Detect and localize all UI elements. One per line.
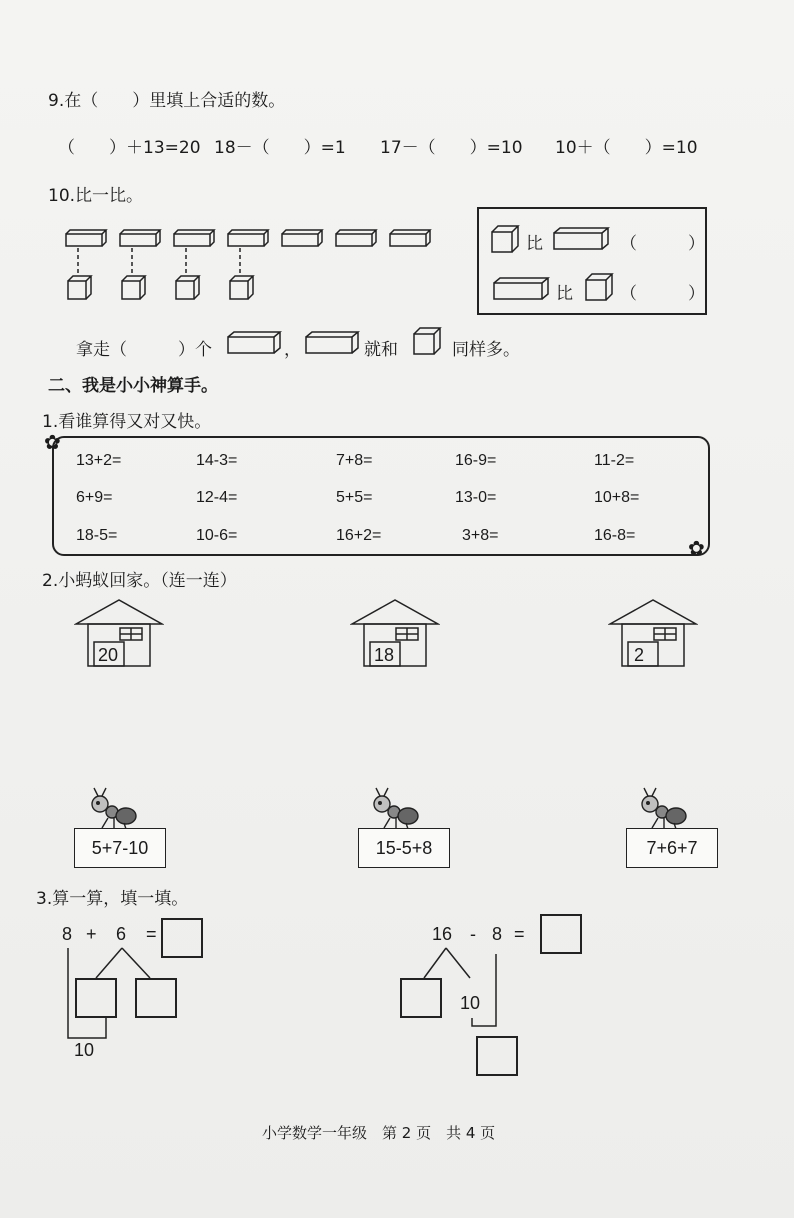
ant-icon [636, 786, 688, 830]
house-number: 2 [634, 645, 645, 665]
ten-label: 10 [460, 993, 481, 1013]
compare2-word: 比 [556, 284, 573, 304]
q1-title: 1.看谁算得又对又快。 [42, 412, 212, 432]
q9-item-3: 17－（ ）=10 [380, 138, 523, 158]
calc-item: 16-9= [455, 452, 497, 469]
ten-label: 10 [74, 1040, 95, 1060]
calc-item: 6+9= [76, 489, 113, 506]
answer-box[interactable] [75, 978, 117, 1018]
q9-title: 9.在（ ）里填上合适的数。 [48, 91, 286, 111]
dashed-connectors [78, 248, 240, 274]
q10-block-rows [60, 222, 450, 304]
q9-item-4: 10＋（ ）=10 [555, 138, 698, 158]
calc-item: 7+8= [336, 452, 373, 469]
answer-box[interactable] [540, 914, 582, 954]
long-block-icon [304, 330, 360, 356]
answer-box[interactable] [476, 1036, 518, 1076]
ant-icon [368, 786, 420, 830]
house-icon [608, 598, 698, 668]
calc-item: 18-5= [76, 527, 118, 544]
calc-item: 12-4= [196, 489, 238, 506]
q2-title: 2.小蚂蚁回家。（连一连） [42, 571, 237, 591]
addend-b: 6 [116, 924, 127, 944]
section-2-title: 二、我是小小神算手。 [48, 376, 218, 396]
addend-a: 8 [62, 924, 73, 944]
q9-item-2: 18－（ ）=1 [214, 138, 346, 158]
take-text-a: 拿走（ ）个 [76, 340, 212, 360]
calc-item: 11-2= [594, 452, 635, 469]
house-number: 18 [374, 645, 395, 665]
calc-item: 5+5= [336, 489, 373, 506]
cube-icon [412, 326, 442, 356]
operator: + [86, 924, 97, 944]
calc-item: 13+2= [76, 452, 122, 469]
q9-item-1: （ ）＋13=20 [58, 138, 201, 158]
calc-item: 16+2= [336, 527, 382, 544]
operator: - [470, 924, 476, 944]
house-icon [350, 598, 440, 668]
house-icon [74, 598, 164, 668]
ant-icon [86, 786, 138, 830]
q10-title: 10.比一比。 [48, 186, 144, 206]
ant-expression-card: 15-5+8 [358, 828, 450, 868]
flower-icon: ✿ [688, 536, 705, 560]
equals-sign: = [514, 924, 525, 944]
calc-item: 14-3= [196, 452, 238, 469]
take-text-b: ， [284, 340, 301, 360]
compare1-blank: （ ） [620, 234, 705, 254]
flower-icon: ✿ [44, 430, 61, 454]
long-block-icon [226, 330, 282, 356]
calc-item: 3+8= [462, 527, 499, 544]
equals-sign: = [146, 924, 157, 944]
house-number: 20 [98, 645, 119, 665]
cube-icon [68, 276, 253, 299]
minuend: 16 [432, 924, 453, 944]
ant-expression-card: 5+7-10 [74, 828, 166, 868]
ant-expression-card: 7+6+7 [626, 828, 718, 868]
answer-box[interactable] [135, 978, 177, 1018]
subtrahend: 8 [492, 924, 503, 944]
calc-item: 10-6= [196, 527, 238, 544]
cube-icon [584, 272, 614, 302]
compare1-word: 比 [526, 234, 543, 254]
answer-box[interactable] [400, 978, 442, 1018]
long-block-icon [492, 276, 550, 302]
long-block-icon [552, 226, 610, 252]
long-block-icon [66, 230, 430, 246]
take-text-d: 同样多。 [452, 340, 520, 360]
take-text-c: 就和 [364, 340, 398, 360]
calc-item: 10+8= [594, 489, 640, 506]
calc-item: 13-0= [455, 489, 497, 506]
compare2-blank: （ ） [620, 284, 705, 304]
cube-icon [490, 224, 520, 254]
calc-item: 16-8= [594, 527, 636, 544]
q3-title: 3.算一算，填一填。 [36, 889, 189, 909]
page-footer: 小学数学一年级 第 2 页 共 4 页 [262, 1124, 496, 1142]
